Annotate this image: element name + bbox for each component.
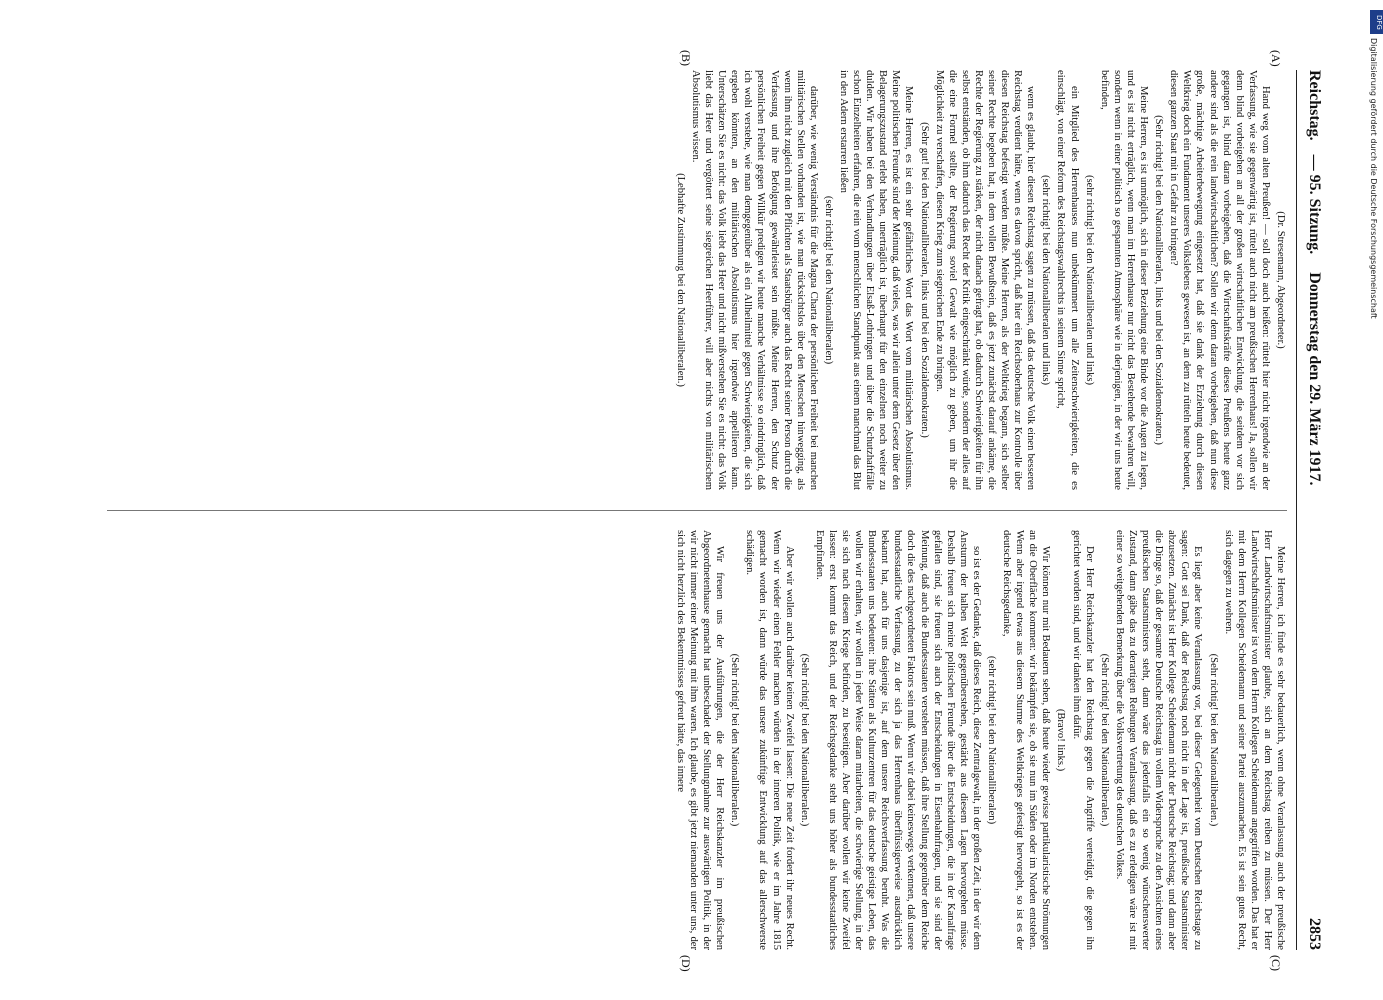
header-rule <box>1296 70 1297 950</box>
paragraph: wenn es glaubt, hier diesen Reichstag sagen zu müssen, daß das deutsche Volk einen besseren Reichstag verdient hätte, wenn es davon spricht, daß hier ein Reichsoberhaus zur Kontrolle über diesen Reichstag befestigt werden müßte. Meine Herren, als der Weltkrieg begann, sich selber seiner Rechte begeben hat, in dem vollen Bewußtsein, daß es jetzt zunächst darauf ankäme, die Rechte der Regierung zu stärken, der nicht danach gefragt hat, ob dadurch Schwierigkeiten für ihn selbst entständen, ob ihm dadurch das Recht der Kritik eingeschränkt würde, sondern der alles auf die eine Formel stellte, der Regierung soviel Gewalt wie möglich zu geben, um ihr die Möglichkeit zu verschaffen, diesen Krieg zum siegreichen Ende zu bringen. <box>933 70 1037 490</box>
speaker-line: (Dr. Stresemann, Abgeordneter.) <box>1275 211 1286 349</box>
paragraph: Hand weg vom alten Preußen! — soll doch auch heißen: rüttelt hier nicht irgendwie an der Verfassung, wie sie gegenwärtig ist, rüttelt auch nicht am preußischen Herrenhaus! Ja, sollen wir denn blind vorbeigehen an all der großen wirtschaftlichen Entwicklung, die seitdem vor sich gegangen ist, blind daran vorbeigehen, daß die Wirtschaftskräfte dieses Preußens heute ganz andere sind als die rein landwirtschaftlichen? Sollen wir denn daran vorbeigehen, daß nun diese große, mächtige Arbeiterbewegung eingesetzt hat, daß sie dank der Erziehung durch diesen Weltkrieg doch ein Fundament unseres Volkslebens gewesen ist, an dem zu rütteln heute bedeutet, diesen ganzen Staat mit in Gefahr zu bringen? <box>1168 70 1271 490</box>
interjection: (sehr richtig! bei den Nationalliberalen) <box>986 655 998 825</box>
interjection: (Sehr richtig! bei den Nationalliberalen.) <box>729 653 741 827</box>
paragraph: so ist es der Gedanke, daß dieses Reich, diese Zentralgewalt, in der großen Zeit, in der wir dem Ansturm der halben Welt gegenüberstehen, gestärkt aus diesem Lagen hervorgehen müsse. Deshalb freuen sich meine politischen Freunde über die Entscheidungen, die in der Kanalfrage gefallen sind, sie freuen sich auch der Entscheidungen in Eisenbahnfragen, und sie sind der Meinung, daß auch die Bundesstaaten verstehen müssen, daß ihre Stellung gegenüber dem Reiche doch die des nachgeordneten Faktors sein muß. Wenn wir dabei keineswegs verkennen, daß unsere bundesstaatliche Verfassung, zu der sich ja das Herrenhaus überflüssigerweise ausdrücklich bekannt hat, auch für uns dasjenige ist, auf dem unsere Reichsverfassung beruht. Was die Bundesstaaten uns bedeuten: ihre Stätten als Kulturzentren für das deutsche geistige Leben, das wollen wir erhalten, wir wollen in jeder Weise daran mitarbeiten, die schwierige Stellung, in der sie sich nach diesem Kriege befinden, zu beseitigen. Aber darüber wollen wir keine Zweifel lassen: erst kommt das Reich, und der Reichsgedanke steht uns höher als bundesstaatliches Empfinden. <box>813 530 982 950</box>
paragraph: darüber, wie wenig Verständnis für die Magna Charta der persönlichen Freiheit bei manchen militärischen Stellen vorhanden ist, wie man rücksichtslos über den Menschen hinwegging, als wenn ihm nicht zugleich mit den Pflichten als Staatsbürger auch das Recht seiner Person durch die Verfassung und ihre Befolgung gewährleistet sein müßte. Meine Herren, den Schutz der persönlichen Freiheit gegen Willkür predigen wir heute manche Verhältnisse so eindringlich, daß ich wohl verstehe, wie man demgegenüber als ein Allheilmittel gegen Schwierigkeiten, die sich ergeben könnten, an den militärischen Absolutismus hier irgendwie appellieren kann. Unterschätzen Sie es nicht: das Volk liebt das Heer und nicht mißverstehen Sie es nicht: das Volk liebt das Heer und vergöttert seine siegreichen Heerführer, will aber nichts von militärischem Absolutismus wissen. <box>689 70 819 490</box>
paragraph: Meine Herren, ich finde es sehr bedauerlich, wenn ohne Veranlassung auch der preußische Herr Landwirtschaftsminister glaubte, sich an dem Reichstag reiben zu müssen. Der Herr Landwirtschaftsminister ist von dem Herrn Kollegen Scheidemann angegriffen worden. Das hat er mit dem Herrn Kollegen Scheidemann und seiner Partei auszumachen. Es ist sein gutes Recht, sich dagegen zu wehren. <box>1222 530 1286 950</box>
dfg-logo: DFG <box>1370 10 1383 34</box>
interjection: (Sehr richtig! bei den Nationalliberalen.) <box>1098 653 1110 827</box>
interjection: (Sehr richtig! bei den Nationalliberalen.) <box>798 653 810 827</box>
paragraph: Aber wir wollen auch darüber keinen Zweifel lassen: Die neue Zeit fordert ihr neues Recht. Wenn wir wieder einen Fehler machen würden in der inneren Politik, wie er im Jahre 1815 gemacht worden ist, dann würde das unsere zukünftige Entwicklung auf das allerschwerste schädigen. <box>744 530 795 950</box>
page-header <box>1305 70 1323 950</box>
interjection: (Sehr richtig! bei den Nationalliberalen.) <box>1207 653 1219 827</box>
interjection: (Sehr gut! bei den Nationalliberalen, links und bei den Sozialdemokraten.) <box>918 122 930 438</box>
column-divider <box>107 510 1287 511</box>
margin-mark-c: (C) <box>1269 955 1283 971</box>
left-column <box>107 70 1287 490</box>
paragraph: Wir können nur mit Bedauern sehen, daß heute wieder gewisse partikularistische Strömungen an die Oberfläche kommen: wir bekämpfen sie, ob sie nun im Süden oder im Norden entstehen. Wenn aber irgend etwas aus diesem Sturme des Weltkrieges gefestigt hervorgeht, so ist es der deutsche Reichsgedanke, <box>1001 530 1052 950</box>
margin-mark-b: (B) <box>679 50 693 66</box>
interjection: (Bravo! links.) <box>1055 708 1067 772</box>
page-number: 2853 <box>1306 918 1323 950</box>
paragraph: Der Herr Reichskanzler hat den Reichstag gegen die Angriffe verteidigt, die gegen ihn gerichtet worden sind, und wir danken ihm dafür. <box>1070 530 1095 950</box>
paragraph: ein Mitglied des Herrenhauses nun unbekümmert um alle Zeitenschwierigkeiten, die es einschlägt, von einer Reform des Reichstagswahlrechts in seinem Sinne spricht, <box>1055 70 1080 490</box>
header-date: Donnerstag den 29. März 1917. <box>1306 272 1323 486</box>
paragraph: Es liegt aber keine Veranlassung vor, bei dieser Gelegenheit vom Deutschen Reichstage zu sagen: Gott sei Dank, daß der Reichstag noch nicht in der Lage ist, preußische Staatsminister abzusetzen. Zunächst ist Herr Kollege Scheidemann nicht der Deutsche Reichstag; und dann aber die Dinge so, daß der gesamte Deutsche Reichstag in vollem Widerspruche zu den Ansichten eines preußischen Staatsministers steht, dann wäre das jedenfalls ein so wenig wünschenswerter Zustand, dann gäbe das zu derartigen Reibungen Veranlassung, daß es zu erledigen wäre ist mit einer so weitgehenden Bemerkung über die Volksvertretung des deutschen Volkes. <box>1113 530 1204 950</box>
header-title: Reichstag. <box>1306 70 1323 141</box>
interjection: (Lebhafte Zustimmung bei den Nationalliberalen.) <box>674 173 686 387</box>
interjection: (Sehr richtig! bei den Nationalliberalen, links und bei den Sozialdemokraten.) <box>1153 115 1165 445</box>
paragraph: Meine Herren, es ist unmöglich, sich in dieser Beziehung eine Binde vor die Augen zu legen, und es ist nicht erträglich, wenn man im Herrenhause nur nicht das Bestehende bewahren will, sondern wenn in einer politisch so gespannten Atmosphäre wie in derjenigen, in der wir uns heute befinden, <box>1098 70 1150 490</box>
dfg-credit-text: Digitalisierung gefördert durch die Deutsche Forschungsgemeinschaft <box>1369 38 1378 319</box>
header-session: — 95. Sitzung. <box>1306 154 1323 255</box>
margin-mark-d: (D) <box>679 955 693 972</box>
margin-mark-a: (A) <box>1269 50 1283 67</box>
interjection: (sehr richtig! bei den Nationalliberalen und links) <box>1083 174 1095 386</box>
interjection: (sehr richtig! bei den Nationalliberalen) <box>822 195 834 365</box>
interjection: (sehr richtig! bei den Nationalliberalen und links) <box>1040 174 1052 386</box>
paragraph: Meine Herren, es ist ein sehr gefährliches Wort das Wort vom militärischen Absolutismus. Meine politischen Freunde sind der Meinung, daß vieles, was wir allein unter dem Gesetz über den Belagerungszustand erlebt haben, unerträglich ist, überhaupt für den einzelnen noch weiter zu dulden. Wir haben bei den Verhandlungen über Elsaß-Lothringen und über die Schutzhaftfälle schon Einzelheiten erfahren, die rein vom menschlichen Standpunkt aus einem manchmal das Blut in den Adern erstarren ließen <box>838 70 915 490</box>
right-column <box>107 530 1287 950</box>
paragraph: Wir freuen uns der Ausführungen, die der Herr Reichskanzler im preußischen Abgeordnetenhause gemacht hat unbeschadet der Stellungnahme zur auswärtigen Politik, in der wir nicht immer einer Meinung mit ihm waren. Ich glaube, es gibt jetzt niemanden unter uns, der sich nicht herzlich des Bekenntnisses gefreut hätte, das innere <box>674 530 726 950</box>
